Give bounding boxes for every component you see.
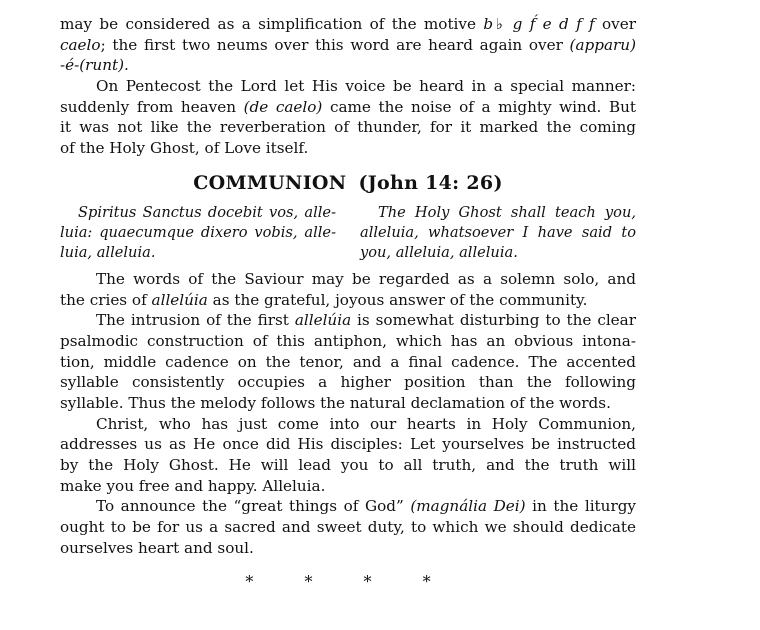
text-line: ourselves heart and soul.	[60, 538, 254, 557]
text-line: tion, middle cadence on the tenor, and a final cadence. The accented	[60, 352, 636, 371]
latin-line: luia: quaecumque dixero vobis, alle-	[60, 223, 336, 241]
text-line: make you free and happy. Alleluia.	[60, 476, 326, 495]
english-line: you, alleluia, alleluia.	[360, 243, 518, 261]
latin-line: Spiritus Sanctus docebit vos, alle-	[78, 203, 336, 221]
english-line: The Holy Ghost shall teach you,	[378, 203, 636, 221]
scripture-reference: (John 14: 26)	[358, 171, 503, 194]
section-heading	[60, 163, 636, 203]
text-line: of the Holy Ghost, of Love itself.	[60, 139, 309, 158]
text-line: syllable consistently occupies a higher position than the following	[60, 373, 636, 392]
text-line: it was not like the reverberation of thunder, for it marked the coming	[60, 118, 636, 137]
text-line: The words of the Saviour may be regarded as a solemn solo, and	[96, 269, 636, 288]
latin-line: luia, alleluia.	[60, 243, 156, 261]
text-line: addresses us as He once did His disciples: Let yourselves be instructed	[60, 435, 636, 454]
english-line: alleluia, whatsoever I have said to	[360, 223, 636, 241]
text-line: syllable. Thus the melody follows the natural declamation of the words.	[60, 393, 611, 412]
page-body	[60, 14, 636, 591]
text-line: On Pentecost the Lord let His voice be heard in a special manner:	[96, 77, 636, 96]
text-line: suddenly from heaven (de caelo) came the noise of a mighty wind. But	[60, 97, 637, 116]
text-line: The intrusion of the first allelúia is somewhat disturbing to the clear	[96, 311, 636, 330]
text-line: may be considered as a simplification of the motive b♭ g f́ e d f f over	[60, 15, 636, 33]
text-line: -é-(runt).	[60, 56, 129, 75]
chant-text-columns	[60, 203, 636, 263]
text-line: caelo; the first two neums over this word are heard again over (apparu)	[60, 35, 636, 54]
english-text	[360, 203, 636, 263]
commentary	[60, 269, 636, 559]
text-line: by the Holy Ghost. He will lead you to all truth, and the truth will	[60, 456, 636, 474]
text-line: psalmodic construction of this antiphon, which has an obvious intona-	[60, 331, 636, 350]
section-divider-stars: * * * *	[245, 572, 431, 592]
latin-text	[60, 203, 336, 263]
text-line: ought to be for us a sacred and sweet duty, to which we should dedicate	[60, 518, 636, 537]
text-line: Christ, who has just come into our hearts in Holy Communion,	[96, 414, 636, 433]
text-line: To announce the “great things of God” (magnália Dei) in the liturgy	[96, 497, 637, 516]
section-title: COMMUNION	[193, 171, 347, 194]
text-line: the cries of allelúia as the grateful, joyous answer of the community.	[60, 290, 588, 309]
